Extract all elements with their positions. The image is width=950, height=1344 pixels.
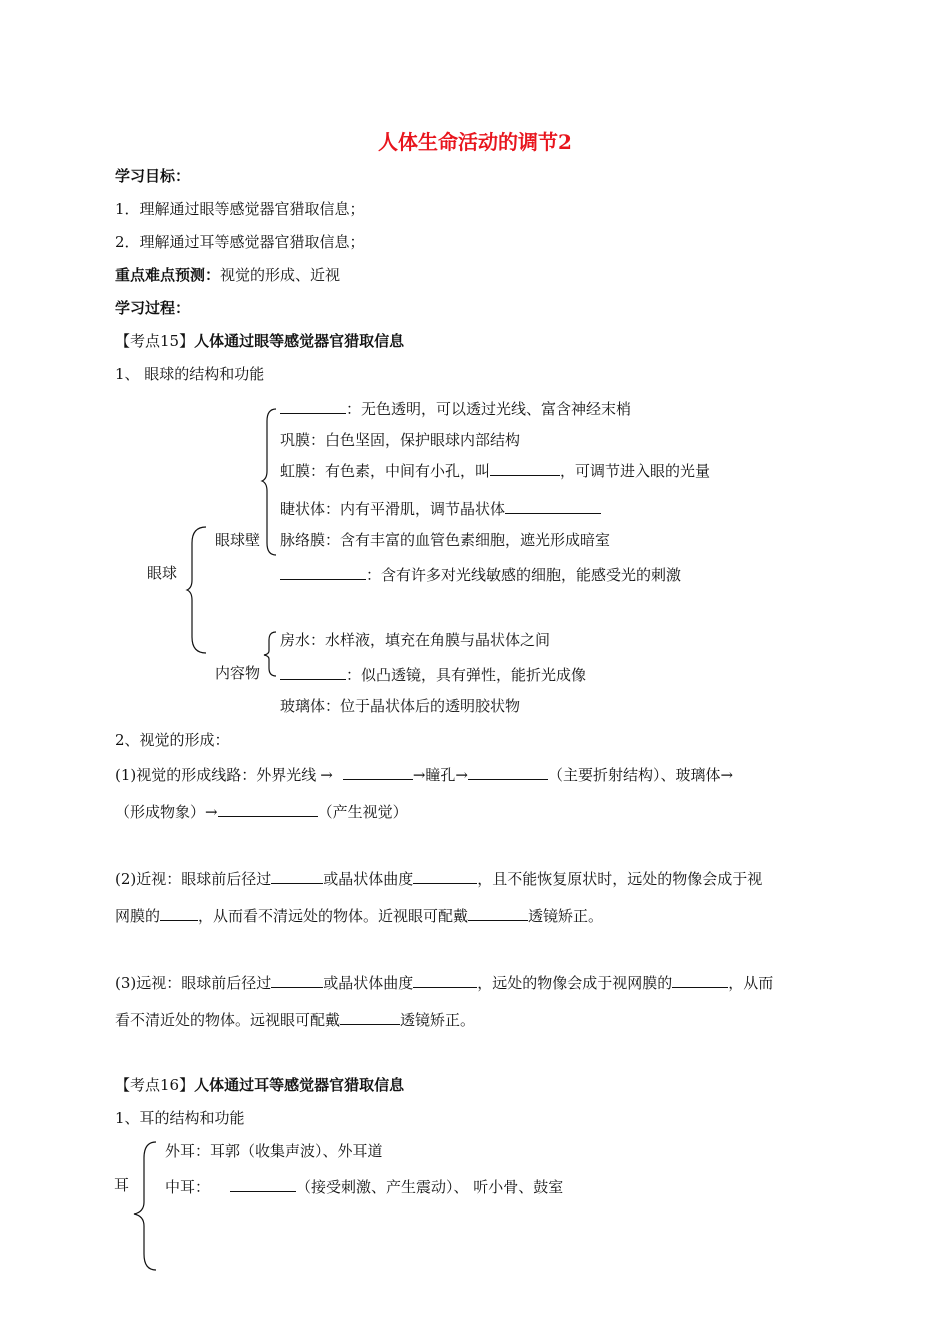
answer-blank[interactable] — [490, 459, 560, 476]
section2-heading — [115, 1075, 404, 1095]
vision-path-line-2: （形成物象）→ （产生视觉） — [115, 800, 408, 822]
answer-blank[interactable] — [280, 397, 346, 414]
section1-sub2: 2、视觉的形成： — [115, 731, 230, 749]
ear-label: 耳 — [114, 1176, 130, 1194]
process-heading: 学习过程： — [115, 299, 191, 317]
arrow-icon: → — [455, 766, 468, 784]
objectives-heading: 学习目标： — [115, 167, 191, 185]
ear-brace — [132, 1140, 158, 1272]
answer-blank[interactable] — [280, 563, 366, 580]
answer-blank[interactable] — [468, 763, 548, 780]
answer-blank[interactable] — [280, 663, 346, 680]
key-points-label: 重点难点预测： — [115, 266, 221, 284]
outer-ear-line: 外耳：耳郭（收集声波）、外耳道 — [165, 1142, 383, 1160]
section1-tag: 【考点15】 — [115, 332, 195, 350]
answer-blank[interactable] — [672, 971, 728, 988]
section2-sub1: 1、耳的结构和功能 — [115, 1109, 245, 1127]
page-title: 人体生命活动的调节2 — [378, 130, 572, 154]
section1-title: 人体通过眼等感觉器官猎取信息 — [194, 332, 405, 350]
section1-heading — [115, 331, 404, 351]
eyeball-contents-label: 内容物 — [215, 664, 261, 682]
objective-item: 2．理解通过耳等感觉器官猎取信息； — [115, 233, 365, 251]
sclera-line: 巩膜：白色坚固，保护眼球内部结构 — [280, 431, 521, 449]
answer-blank[interactable] — [230, 1175, 296, 1192]
lens-line: ：似凸透镜，具有弹性，能折光成像 — [280, 663, 586, 685]
ciliary-line: 睫状体：内有平滑肌，调节晶状体 — [280, 497, 601, 519]
answer-blank[interactable] — [271, 867, 323, 884]
answer-blank[interactable] — [505, 497, 601, 514]
answer-blank[interactable] — [413, 971, 477, 988]
vision-path-line-1: (1)视觉的形成线路：外界光线 → →瞳孔→ （主要折射结构）、玻璃体→ — [115, 763, 733, 785]
middle-ear-line: 中耳： （接受刺激、产生震动）、 听小骨、鼓室 — [165, 1175, 563, 1197]
retina-line: ：含有许多对光线敏感的细胞，能感受光的刺激 — [280, 563, 681, 585]
hyperopia-line-1: (3)远视：眼球前后径过 或晶状体曲度 ，远处的物像会成于视网膜的 ，从而 — [115, 971, 773, 993]
answer-blank[interactable] — [271, 971, 323, 988]
eyeball-contents-brace — [264, 630, 278, 678]
answer-blank[interactable] — [413, 867, 477, 884]
cornea-line: ：无色透明，可以透过光线、富含神经末梢 — [280, 397, 631, 419]
answer-blank[interactable] — [160, 904, 198, 921]
eyeball-wall-label: 眼球壁 — [215, 531, 261, 549]
key-points-line — [115, 265, 340, 285]
myopia-line-1: (2)近视：眼球前后径过 或晶状体曲度 ，且不能恢复原状时，远处的物像会成于视 — [115, 867, 762, 889]
section2-title: 人体通过耳等感觉器官猎取信息 — [194, 1076, 405, 1094]
answer-blank[interactable] — [468, 904, 528, 921]
section2-tag: 【考点16】 — [115, 1076, 195, 1094]
hyperopia-line-2: 看不清近处的物体。远视眼可配戴 透镜矫正。 — [115, 1008, 475, 1030]
key-points-text: 视觉的形成、近视 — [220, 266, 341, 284]
answer-blank[interactable] — [343, 763, 413, 780]
answer-blank[interactable] — [340, 1008, 400, 1025]
aqueous-line: 房水：水样液，填充在角膜与晶状体之间 — [280, 631, 551, 649]
objective-item: 1．理解通过眼等感觉器官猎取信息； — [115, 200, 365, 218]
arrow-icon: → — [412, 766, 426, 784]
arrow-icon: → — [205, 803, 218, 821]
arrow-icon: → — [720, 766, 734, 784]
eyeball-label: 眼球 — [147, 564, 178, 582]
answer-blank[interactable] — [218, 800, 318, 817]
iris-line: 虹膜：有色素，中间有小孔，叫 ，可调节进入眼的光量 — [280, 459, 710, 481]
myopia-line-2: 网膜的 ，从而看不清远处的物体。近视眼可配戴 透镜矫正。 — [115, 904, 603, 926]
choroid-line: 脉络膜：含有丰富的血管色素细胞，遮光形成暗室 — [280, 531, 611, 549]
eyeball-brace — [188, 525, 208, 655]
eyeball-wall-brace — [262, 407, 278, 557]
vitreous-line: 玻璃体：位于晶状体后的透明胶状物 — [280, 697, 521, 715]
arrow-icon: → — [320, 766, 333, 784]
section1-sub1: 1、 眼球的结构和功能 — [115, 365, 265, 383]
